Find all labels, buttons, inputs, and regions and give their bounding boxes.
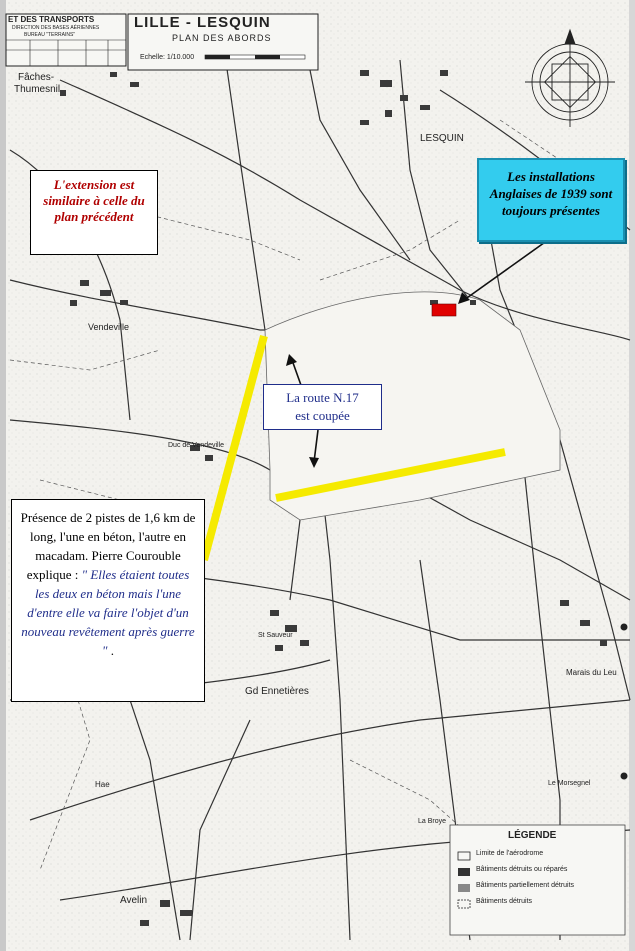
- header-ministry: ET DES TRANSPORTS: [8, 15, 95, 24]
- header-bureau: BUREAU "TERRAINS": [24, 32, 76, 38]
- place-vendeville: Vendeville: [88, 322, 130, 332]
- place-avelin: Avelin: [120, 895, 148, 906]
- place-gd-ennetieres: Gd Ennetières: [245, 686, 309, 697]
- map-scale: Echelle: 1/10.000: [140, 54, 195, 61]
- map-title: LILLE - LESQUIN: [134, 14, 271, 31]
- place-thumesnil: Thumesnil: [14, 84, 61, 95]
- header-direction: DIRECTION DES BASES AÉRIENNES: [12, 25, 100, 31]
- route-note-line2: est coupée: [295, 408, 350, 423]
- place-faches: Fâches-: [18, 72, 55, 83]
- legend-item-repaired: Bâtiments détruits ou réparés: [476, 866, 568, 873]
- runways-note-quote: " Elles étaient toutes les deux en béton mais l'une d'entre elle va faire l'objet d'un nouveau revêtement après guerre ": [21, 567, 195, 658]
- extension-note: [30, 170, 158, 255]
- installation-marker: [432, 304, 456, 316]
- installations-callout: [477, 158, 625, 242]
- place-marais-du-leu: Marais du Leu: [566, 668, 617, 677]
- extension-note-text: L'extension est similaire à celle du plan précédent: [43, 177, 145, 224]
- legend-title: LÉGENDE: [508, 830, 557, 841]
- place-lesquin: LESQUIN: [420, 133, 464, 144]
- route-note-line1: La route N.17: [286, 390, 359, 405]
- legend-item-destroyed: Bâtiments détruits: [476, 898, 533, 905]
- runways-note: [11, 499, 205, 702]
- runways-note-end: .: [110, 643, 114, 658]
- legend-item-partial: Bâtiments partiellement détruits: [476, 882, 575, 889]
- runways-note-text: Présence de 2 pistes de 1,6 km de long, l'une en béton, l'autre en macadam. Pierre Courouble explique :: [20, 510, 196, 582]
- place-bas-vendeville: Duc de Vendeville: [168, 442, 225, 449]
- legend-item-limit: Limite de l'aérodrome: [476, 850, 544, 857]
- scale-bar: [205, 55, 305, 59]
- place-st-sauveur: St Sauveur: [258, 632, 293, 639]
- place-hae: Hae: [95, 780, 110, 789]
- place-la-broye: La Broye: [418, 818, 447, 825]
- place-le-morsegnel: Le Morsegnel: [548, 780, 591, 787]
- route-note: [263, 384, 382, 430]
- installations-callout-text: Les installations Anglaises de 1939 sont toujours présentes: [489, 169, 613, 218]
- map-subtitle: PLAN DES ABORDS: [172, 33, 272, 43]
